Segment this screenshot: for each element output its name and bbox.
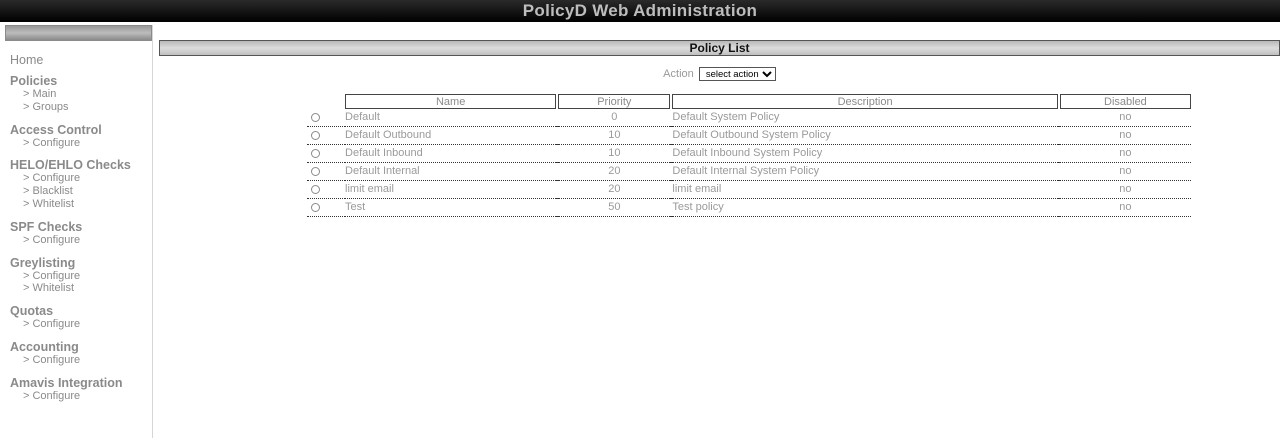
sidebar-group-policies [10,74,152,114]
page-title: Policy List [159,40,1280,56]
sidebar-group-amavis [10,376,152,403]
main-content [159,40,1280,213]
cell-disabled: no [1060,199,1191,217]
cell-description: Default Outbound System Policy [672,127,1057,145]
sidebar-item-policies-groups[interactable]: > Groups [23,100,69,113]
sidebar-item-greylisting-whitelist[interactable]: > Whitelist [23,282,75,295]
row-select-cell [307,181,345,199]
cell-disabled: no [1060,163,1191,181]
app-title: PolicyD Web Administration [522,1,758,20]
table-row[interactable] [307,109,1191,127]
sidebar-item-policies-main[interactable]: > Main [23,88,57,100]
table-row[interactable] [307,145,1191,163]
sidebar-item-access-control-configure[interactable]: > Configure [23,136,81,149]
cell-disabled: no [1060,109,1191,127]
cell-disabled: no [1060,181,1191,199]
column-header-priority[interactable]: Priority [558,94,670,109]
sidebar-heading-amavis[interactable]: Amavis Integration [10,375,123,390]
cell-description: limit email [672,181,1057,199]
row-radio[interactable] [311,113,320,122]
cell-name: Default Outbound [345,127,556,145]
header-bar [0,0,1280,22]
action-label: Action [663,67,694,80]
cell-priority: 20 [558,163,670,181]
cell-disabled: no [1060,145,1191,163]
row-select-cell [307,127,345,145]
select-column-header [307,94,345,109]
sidebar-item-amavis-configure[interactable]: > Configure [23,389,81,402]
sidebar-heading-accounting[interactable]: Accounting [10,339,79,354]
cell-disabled: no [1060,127,1191,145]
sidebar-cap [5,25,152,41]
row-select-cell [307,199,345,217]
sidebar-item-helo-whitelist[interactable]: > Whitelist [23,197,75,210]
row-select-cell [307,163,345,181]
cell-priority: 0 [558,109,670,127]
cell-name: Default Inbound [345,145,556,163]
sidebar-item-helo-blacklist[interactable]: > Blacklist [23,185,73,198]
cell-description: Default Internal System Policy [672,163,1057,181]
cell-name: Default Internal [345,163,556,181]
column-header-description[interactable]: Description [672,94,1057,109]
policy-table [307,94,1191,217]
sidebar-group-access-control [10,123,152,150]
table-row[interactable] [307,199,1191,217]
table-header-row [307,94,1191,109]
cell-priority: 50 [558,199,670,217]
sidebar-item-accounting-configure[interactable]: > Configure [23,353,81,366]
row-select-cell [307,145,345,163]
table-row[interactable] [307,127,1191,145]
sidebar [5,25,153,438]
sidebar-item-greylisting-configure[interactable]: > Configure [23,269,81,282]
cell-name: Test [345,199,556,217]
sidebar-heading-policies[interactable]: Policies [10,74,58,88]
sidebar-group-helo-checks [10,158,152,210]
column-header-disabled[interactable]: Disabled [1060,94,1191,109]
cell-name: limit email [345,181,556,199]
table-row[interactable] [307,181,1191,199]
cell-priority: 20 [558,181,670,199]
column-header-name[interactable]: Name [345,94,556,109]
sidebar-group-spf-checks [10,220,152,247]
sidebar-item-helo-configure[interactable]: > Configure [23,172,81,185]
cell-priority: 10 [558,127,670,145]
sidebar-item-home[interactable]: Home [10,53,44,67]
sidebar-group-greylisting [10,256,152,296]
cell-description: Default System Policy [672,109,1057,127]
row-radio[interactable] [311,167,320,176]
row-radio[interactable] [311,131,320,140]
sidebar-nav [5,41,152,403]
sidebar-group-accounting [10,340,152,367]
sidebar-item-spf-configure[interactable]: > Configure [23,233,81,246]
sidebar-heading-quotas[interactable]: Quotas [10,304,54,319]
row-radio[interactable] [311,203,320,212]
action-row [159,67,1280,81]
sidebar-heading-spf-checks[interactable]: SPF Checks [10,219,83,234]
table-row[interactable] [307,163,1191,181]
sidebar-item-quotas-configure[interactable]: > Configure [23,318,81,331]
row-radio[interactable] [311,149,320,158]
row-select-cell [307,109,345,127]
row-radio[interactable] [311,185,320,194]
sidebar-heading-access-control[interactable]: Access Control [10,122,102,137]
cell-name: Default [345,109,556,127]
cell-description: Test policy [672,199,1057,217]
sidebar-heading-greylisting[interactable]: Greylisting [10,255,76,270]
sidebar-group-quotas [10,304,152,331]
cell-description: Default Inbound System Policy [672,145,1057,163]
sidebar-heading-helo-checks[interactable]: HELO/EHLO Checks [10,158,131,173]
action-select[interactable] [699,67,776,81]
cell-priority: 10 [558,145,670,163]
